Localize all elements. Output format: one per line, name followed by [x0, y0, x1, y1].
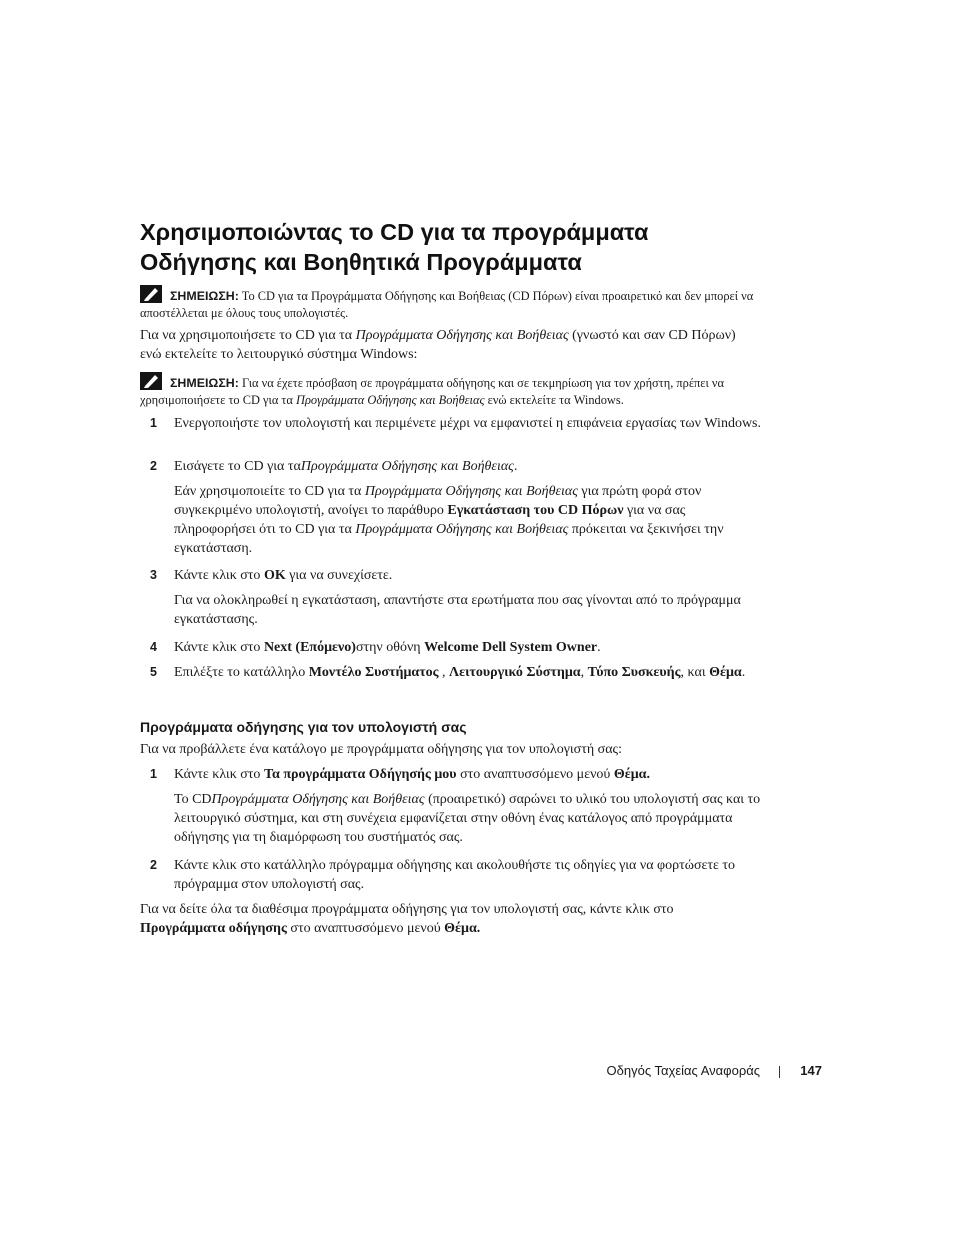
note-2-label: ΣΗΜΕΙΩΣΗ:	[170, 376, 239, 390]
step-3-text	[174, 566, 765, 585]
step-5-text-start: Επιλέξτε το κατάλληλο	[174, 665, 309, 680]
step-3-bold: OK	[263, 568, 286, 583]
note-2-text-start: Για να έχετε πρόσβαση σε προγράμματα οδήγησης και σε τεκμηρίωση για τον χρήστη, πρέπει να χρησιμοποιήσετε το CD για τα	[140, 376, 725, 407]
note-2-text-end: ενώ εκτελείτε τα Windows.	[484, 393, 624, 407]
step-5-bold-1: Μοντέλο Συστήματος	[308, 665, 439, 680]
step-3-detail: Για να ολοκληρωθεί η εγκατάσταση, απαντήστε στα ερωτήματα που σας γίνονται από το πρόγραμμα εγκατάστασης.	[174, 593, 741, 627]
section-step-1-detail-end: (προαιρετικό) σαρώνει το υλικό του υπολογιστή σας και το λειτουργικό σύστημα, και στη συνέχεια εμφανίζεται στην οθόνη ένας κατάλογος από προγράμματα οδήγησης για τη διαμόρφωση του συστήματός σας.	[174, 792, 761, 845]
step-4-text-end: .	[597, 640, 601, 655]
pencil-note-icon	[140, 285, 162, 303]
step-5-sep-1: ,	[438, 665, 450, 680]
section-step-1-text	[174, 765, 765, 784]
step-2	[150, 457, 765, 476]
note-1-text: Το CD για τα Προγράμματα Οδήγησης και Βοήθειας (CD Πόρων) είναι προαιρετικό και δεν μπορεί να αποστέλλεται με όλους τους υπολογιστές.	[140, 289, 754, 320]
step-2-italic: Προγράμματα Οδήγησης και Βοήθειας	[300, 459, 514, 474]
step-2-text-start: Εισάγετε το CD για τα	[174, 459, 301, 474]
step-2-detail-italic-1: Προγράμματα Οδήγησης και Βοήθειας	[364, 484, 578, 499]
page-number: 147	[800, 1063, 822, 1078]
step-2-detail-bold: Εγκατάσταση του CD Πόρων	[447, 503, 624, 518]
page-title-line-2: Οδήγησης και Βοηθητικά Προγράμματα	[140, 249, 582, 275]
section-outro-bold-2: Θέμα.	[444, 921, 481, 936]
step-4-text	[174, 638, 765, 657]
step-2-text-end: .	[513, 459, 518, 474]
step-2-detail-mid-2: για να σας πληροφορήσει ότι το CD για τα	[174, 503, 686, 537]
section-step-2-text: Κάντε κλικ στο κατάλληλο πρόγραμμα οδήγησης και ακολουθήστε τις οδηγίες για να φορτώσετε το πρόγραμμα στον υπολογιστή σας.	[174, 858, 736, 892]
step-number: 3	[150, 568, 157, 582]
step-3-text-start: Κάντε κλικ στο	[174, 568, 264, 583]
step-1	[150, 414, 765, 433]
step-5	[150, 663, 765, 682]
step-number: 4	[150, 640, 157, 654]
step-4-text-mid: στην οθόνη	[355, 640, 425, 655]
footer-title: Οδηγός Ταχείας Αναφοράς	[606, 1063, 760, 1078]
step-number: 5	[150, 665, 157, 679]
note-1	[140, 285, 760, 322]
step-1-text: Ενεργοποιήστε τον υπολογιστή και περιμένετε μέχρι να εμφανιστεί η επιφάνεια εργασίας των Windows.	[174, 416, 762, 431]
section-outro-mid: στο αναπτυσσόμενο μενού	[286, 921, 445, 936]
intro-text-start: Για να χρησιμοποιήσετε το CD για τα	[140, 328, 356, 343]
section-step-1-bold-1: Τα προγράμματα Οδήγησής μου	[263, 767, 457, 782]
section-intro: Για να προβάλλετε ένα κατάλογο με προγράμματα οδήγησης για τον υπολογιστή σας:	[140, 742, 622, 757]
section-step-1-detail-start: Το CD	[174, 792, 212, 807]
note-1-label: ΣΗΜΕΙΩΣΗ:	[170, 289, 239, 303]
footer-separator	[779, 1066, 780, 1078]
intro-text-end: (γνωστό και σαν CD Πόρων) ενώ εκτελείτε το λειτουργικό σύστημα Windows:	[140, 328, 736, 362]
section-outro-bold-1: Προγράμματα οδήγησης	[140, 921, 287, 936]
step-3-text-end: για να συνεχίσετε.	[285, 568, 393, 583]
page-title-line-1: Χρησιμοποιώντας το CD για τα προγράμματα	[140, 219, 649, 245]
step-4	[150, 638, 765, 657]
step-number: 1	[150, 416, 157, 430]
section-outro-start: Για να δείτε όλα τα διαθέσιμα προγράμματα οδήγησης για τον υπολογιστή σας, κάντε κλικ στο	[140, 902, 674, 917]
section-step-2	[150, 856, 765, 894]
intro-italic: Προγράμματα Οδήγησης και Βοήθειας	[355, 328, 569, 343]
step-number: 2	[150, 459, 157, 473]
step-5-bold-3: Τύπο Συσκευής	[587, 665, 681, 680]
step-number: 2	[150, 858, 157, 872]
note-2	[140, 372, 760, 409]
section-step-1-bold-2: Θέμα.	[613, 767, 650, 782]
section-step-1	[150, 765, 765, 784]
page-title	[140, 217, 800, 277]
step-2-detail	[174, 482, 764, 558]
step-5-sep-3: , και	[680, 665, 710, 680]
step-3	[150, 566, 765, 585]
step-number: 1	[150, 767, 157, 781]
step-2-detail-italic-2: Προγράμματα Οδήγησης και Βοήθειας	[355, 522, 569, 537]
step-5-text	[174, 663, 765, 682]
step-5-text-end: .	[741, 665, 746, 680]
section-step-1-detail-italic: Προγράμματα Οδήγησης και Βοήθειας	[211, 792, 425, 807]
step-2-detail-end: πρόκειται να ξεκινήσει την εγκατάσταση.	[174, 522, 724, 556]
step-4-bold-2: Welcome Dell System Owner	[424, 640, 598, 655]
step-2-text	[174, 457, 765, 476]
section-step-1-detail	[174, 790, 764, 847]
step-2-detail-mid-1: για πρώτη φορά στον συγκεκριμένο υπολογιστή, ανοίγει το παράθυρο	[174, 484, 702, 518]
page-footer	[560, 1062, 822, 1082]
step-4-text-start: Κάντε κλικ στο	[174, 640, 264, 655]
step-4-bold-1: Next (Επόμενο)	[263, 640, 356, 655]
section-step-1-text-start: Κάντε κλικ στο	[174, 767, 264, 782]
step-2-detail-start: Εάν χρησιμοποιείτε το CD για τα	[174, 484, 365, 499]
pencil-note-icon	[140, 372, 162, 390]
step-5-bold-4: Θέμα	[709, 665, 742, 680]
intro-paragraph	[140, 326, 740, 364]
section-outro	[140, 900, 740, 938]
section-step-1-text-mid: στο αναπτυσσόμενο μενού	[456, 767, 614, 782]
step-5-bold-2: Λειτουργικό Σύστημα	[449, 665, 581, 680]
note-2-italic: Προγράμματα Οδήγησης και Βοήθειας	[296, 393, 485, 407]
step-5-sep-2: ,	[580, 665, 588, 680]
section-heading: Προγράμματα οδήγησης για τον υπολογιστή σας	[140, 719, 467, 735]
